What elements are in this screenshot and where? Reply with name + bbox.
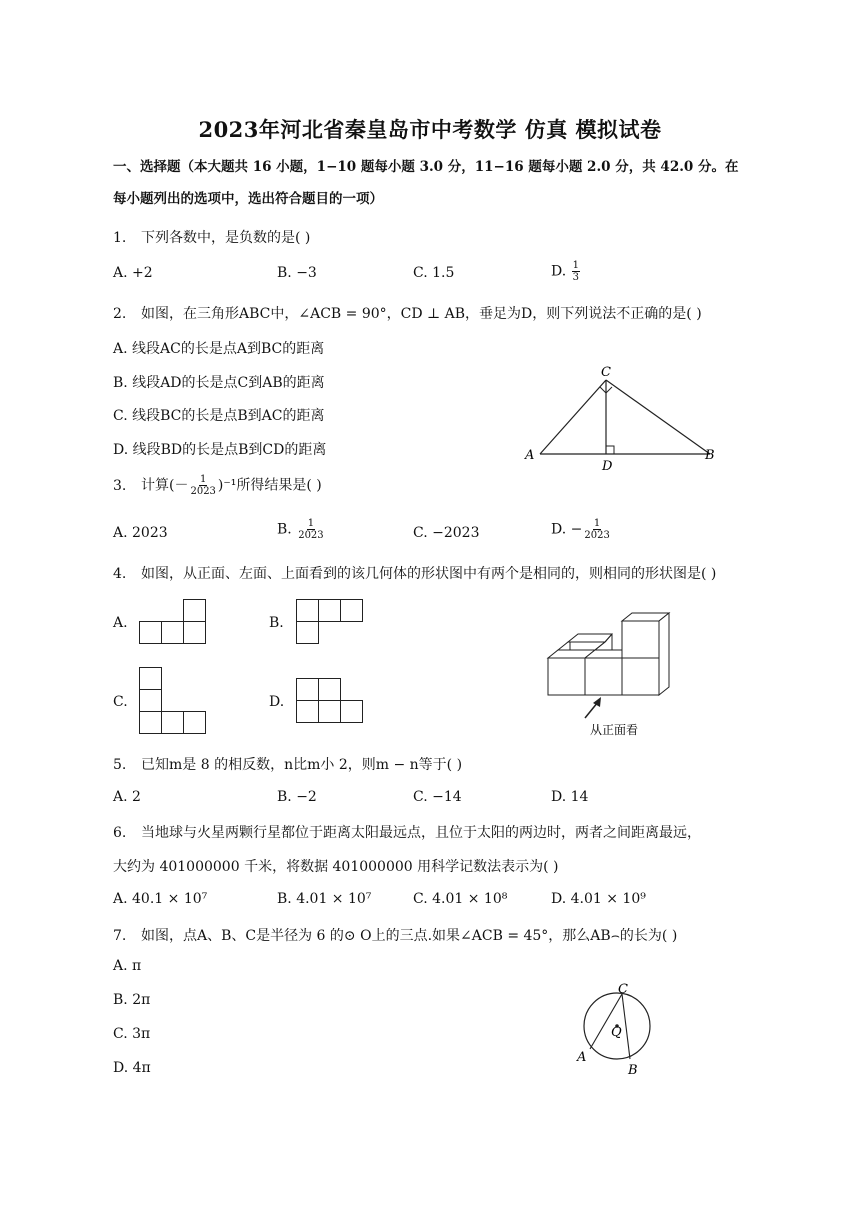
question-2 (113, 303, 702, 323)
numerator: 1 (593, 518, 601, 529)
q7-circle-figure (570, 982, 670, 1082)
denominator: 2023 (584, 530, 610, 541)
q7-option-a[interactable]: A. π (113, 958, 142, 974)
center-label: Q (611, 1025, 622, 1040)
q5-option-d[interactable]: D. 14 (551, 789, 589, 805)
q4-option-b-shape (296, 598, 366, 646)
vertex-label-d: D (602, 459, 613, 474)
question-number: 6. (113, 825, 127, 841)
q2-option-a[interactable]: A. 线段AC的长是点A到BC的距离 (113, 341, 325, 357)
q6-option-d[interactable]: D. 4.01 × 10⁹ (551, 891, 646, 907)
q4-option-a[interactable]: A. (113, 615, 128, 631)
vertex-label-a: A (525, 448, 535, 463)
q6-option-b[interactable]: B. 4.01 × 10⁷ (277, 891, 372, 907)
section-1-line-2: 每小题列出的选项中，选出符合题目的一项） (113, 191, 383, 207)
question-number: 1. (113, 230, 127, 246)
fraction (583, 518, 610, 541)
question-1 (113, 227, 310, 247)
numerator: 1 (200, 474, 207, 485)
question-text: 下列各数中，是负数的是( ) (141, 230, 311, 246)
vertex-label-c: C (601, 365, 611, 380)
vertex-label-b: B (705, 448, 715, 463)
q5-option-a[interactable]: A. 2 (113, 789, 141, 805)
expr-suffix: )⁻¹所得结果是( ) (217, 477, 322, 494)
q6-option-a[interactable]: A. 40.1 × 10⁷ (113, 891, 208, 907)
q1-option-d[interactable] (551, 260, 581, 283)
section-1-instruction (113, 151, 753, 215)
denominator: 2023 (190, 486, 216, 497)
view-direction-label: 从正面看 (590, 723, 639, 737)
point-label-c: C (618, 982, 628, 997)
q4-option-a-shape (139, 598, 209, 646)
question-4 (113, 563, 716, 583)
q4-option-b[interactable]: B. (269, 615, 284, 631)
q2-option-c[interactable]: C. 线段BC的长是点B到AC的距离 (113, 408, 325, 424)
q2-triangle-figure (520, 362, 730, 477)
q3-option-a[interactable]: A. 2023 (113, 525, 168, 541)
question-text: 如图，在三角形ABC中，∠ACB = 90°，CD ⊥ AB，垂足为D，则下列说法不正确的是( ) (141, 306, 702, 322)
option-label: D. (551, 263, 571, 280)
q4-solid-figure (540, 608, 680, 743)
denominator: 2023 (298, 530, 324, 541)
question-number: 7. (113, 928, 127, 944)
question-6 (113, 822, 701, 842)
q5-option-c[interactable]: C. −14 (413, 789, 462, 805)
q4-option-d[interactable]: D. (269, 694, 285, 710)
fraction (189, 474, 216, 497)
numerator: 1 (307, 518, 315, 529)
q3-option-b[interactable] (277, 518, 326, 541)
question-text: 已知m是 8 的相反数，n比m小 2，则m − n等于( ) (141, 757, 463, 773)
point-label-b: B (628, 1063, 638, 1078)
question-text: 如图，从正面、左面、上面看到的该几何体的形状图中有两个是相同的，则相同的形状图是( ) (141, 566, 717, 582)
option-label: D. − (551, 521, 583, 538)
q1-option-a[interactable]: A. +2 (113, 265, 153, 281)
question-number: 3. (113, 477, 127, 494)
q1-option-b[interactable]: B. −3 (277, 265, 317, 281)
question-3 (113, 474, 322, 497)
question-5 (113, 754, 462, 774)
q4-option-d-shape (296, 677, 366, 725)
fraction (572, 260, 580, 283)
q3-option-c[interactable]: C. −2023 (413, 525, 480, 541)
expr-prefix: 计算(－ (141, 477, 189, 494)
q4-option-c[interactable]: C. (113, 694, 128, 710)
question-number: 5. (113, 757, 127, 773)
question-7 (113, 925, 677, 945)
option-label: B. (277, 521, 297, 538)
q2-option-b[interactable]: B. 线段AD的长是点C到AB的距离 (113, 375, 325, 391)
q5-option-b[interactable]: B. −2 (277, 789, 317, 805)
exam-title: 2023年河北省秦皇岛市中考数学 仿真 模拟试卷 (198, 117, 662, 142)
q1-option-c[interactable]: C. 1.5 (413, 265, 455, 281)
q7-option-b[interactable]: B. 2π (113, 992, 151, 1008)
question-text-line-1: 当地球与火星两颗行星都位于距离太阳最远点，且位于太阳的两边时，两者之间距离最远， (141, 825, 701, 841)
q6-option-c[interactable]: C. 4.01 × 10⁸ (413, 891, 508, 907)
q7-option-c[interactable]: C. 3π (113, 1026, 151, 1042)
q4-option-c-shape (139, 666, 209, 738)
denominator: 3 (572, 272, 580, 283)
question-number: 2. (113, 306, 127, 322)
question-number: 4. (113, 566, 127, 582)
numerator: 1 (572, 260, 580, 271)
q7-option-d[interactable]: D. 4π (113, 1060, 151, 1076)
fraction (297, 518, 324, 541)
section-1-line-1: 一、选择题（本大题共 16 小题，1−10 题每小题 3.0 分，11−16 题每小题 2.0 分，共 42.0 分。在 (113, 159, 739, 175)
q3-option-d[interactable] (551, 518, 612, 541)
q2-option-d[interactable]: D. 线段BD的长是点B到CD的距离 (113, 442, 327, 458)
question-text: 如图，点A、B、C是半径为 6 的⊙ O上的三点.如果∠ACB = 45°，那么AB⌢的长为( ) (141, 928, 678, 944)
point-label-a: A (577, 1050, 587, 1065)
question-6-line-2: 大约为 401000000 千米，将数据 401000000 用科学记数法表示为( ) (113, 859, 559, 875)
